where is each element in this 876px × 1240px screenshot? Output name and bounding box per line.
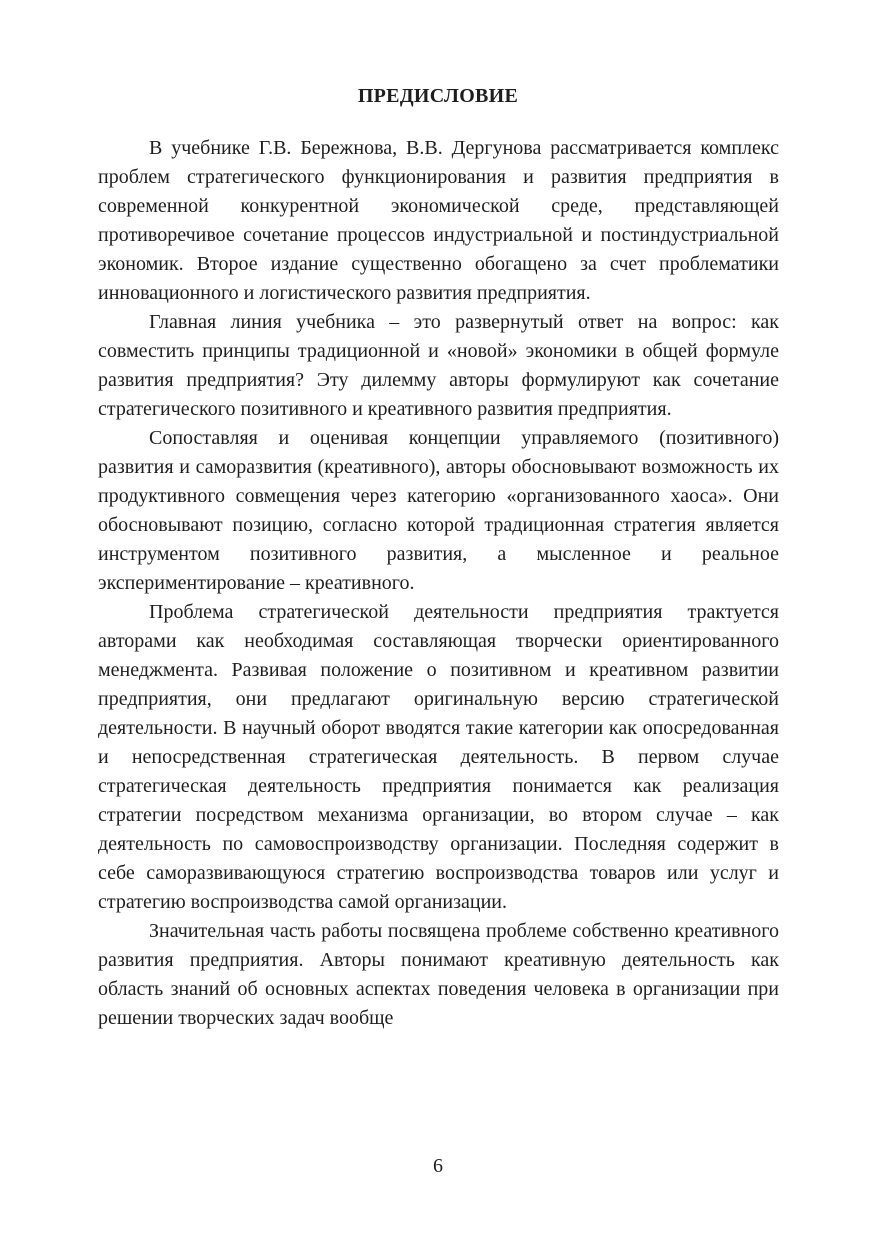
paragraph-1: В учебнике Г.В. Бережнова, В.В. Дергунова рассматривается комплекс проблем стратегического функционирования и развития предприятия в современной конкурентной экономической среде, представляющей противоречивое сочетание процессов индустриальной и постиндустриальной экономик. Второе издание существенно обогащено за счет проблематики инновационного и логистического развития предприятия. <box>98 137 779 304</box>
page-number: 6 <box>433 1155 443 1177</box>
body-text <box>98 134 779 1033</box>
paragraph-5: Значительная часть работы посвящена проблеме собственно креативного развития предприятия. Авторы понимают креативную деятельность как область знаний об основных аспектах поведения человека в организации при решении творческих задач вообще <box>98 920 779 1029</box>
paragraph-4: Проблема стратегической деятельности предприятия трактуется авторами как необходимая составляющая творчески ориентированного менеджмента. Развивая положение о позитивном и креативном развитии предприятия, они предлагают оригинальную версию стратегической деятельности. В научный оборот вводятся такие категории как опосредованная и непосредственная стратегическая деятельность. В первом случае стратегическая деятельность предприятия понимается как реализация стратегии посредством механизма организации, во втором случае – как деятельность по самовоспроизводству организации. Последняя содержит в себе саморазвивающуюся стратегию воспроизводства товаров или услуг и стратегию воспроизводства самой организации. <box>98 601 779 913</box>
paragraph-3: Сопоставляя и оценивая концепции управляемого (позитивного) развития и саморазвития (креативного), авторы обосновывают возможность их продуктивного совмещения через категорию «организованного хаоса». Они обосновывают позицию, согласно которой традиционная стратегия является инструментом позитивного развития, а мысленное и реальное экспериментирование – креативного. <box>98 427 779 594</box>
page-title: ПРЕДИСЛОВИЕ <box>357 85 519 107</box>
paragraph-2: Главная линия учебника – это развернутый ответ на вопрос: как совместить принципы традиционной и «новой» экономики в общей формуле развития предприятия? Эту дилемму авторы формулируют как сочетание стратегического позитивного и креативного развития предприятия. <box>98 311 779 420</box>
